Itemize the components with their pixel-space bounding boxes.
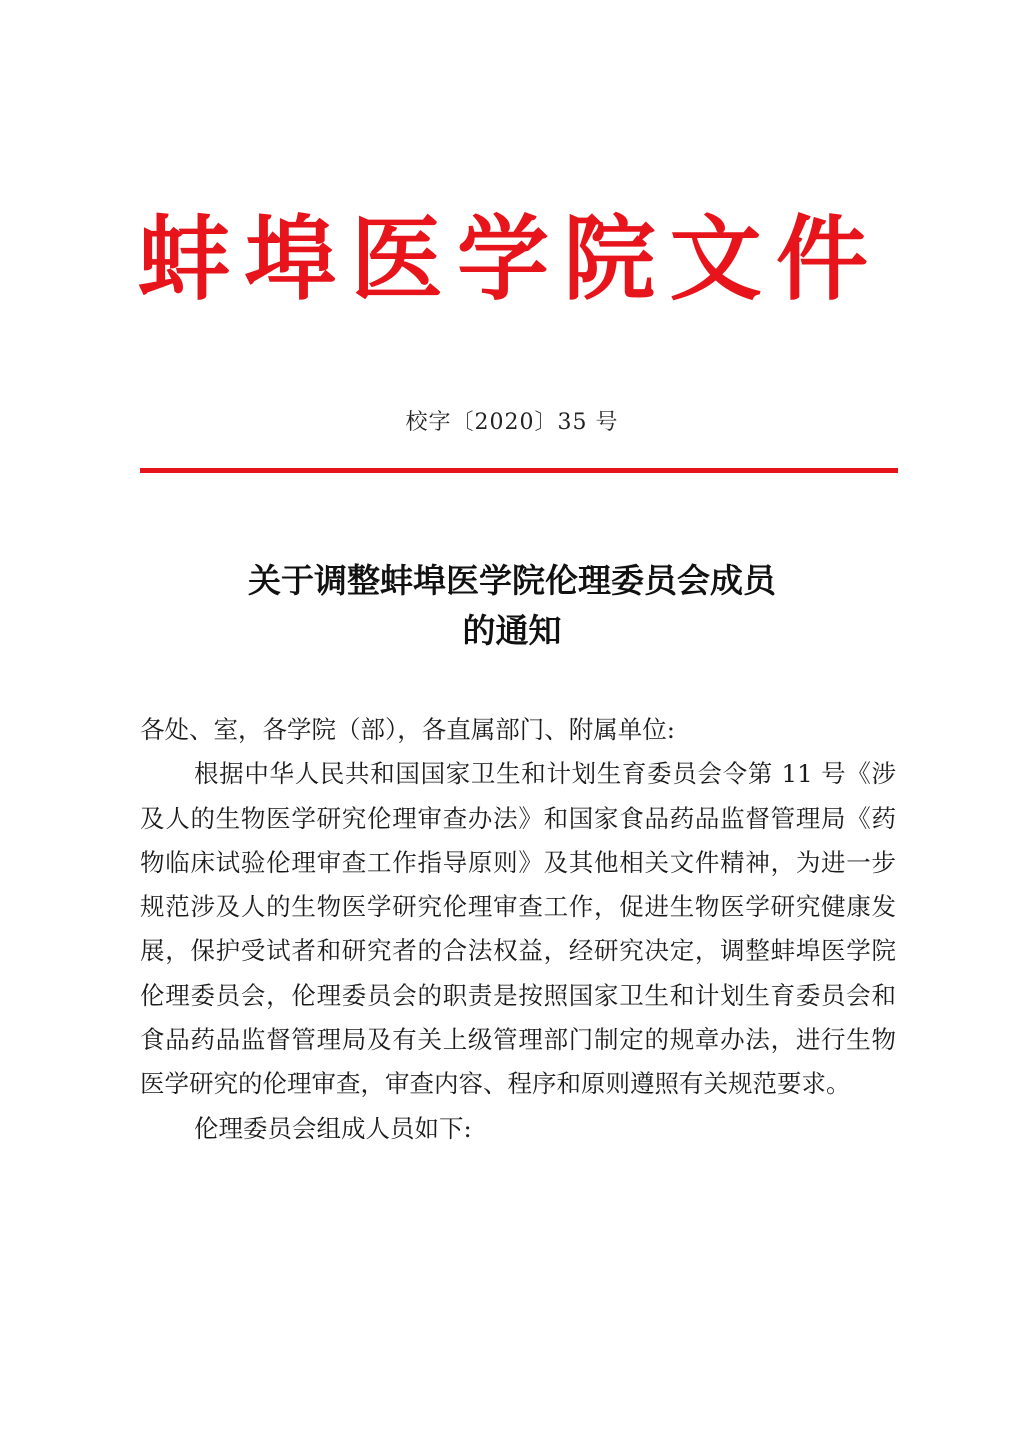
masthead-char: 学 <box>456 206 549 313</box>
notice-title-line-1: 关于调整蚌埠医学院伦理委员会成员 <box>248 561 776 600</box>
body-paragraph-2: 伦理委员会组成人员如下: <box>194 1113 472 1143</box>
body-paragraph-1: 根据中华人民共和国国家卫生和计划生育委员会令第 11 号《涉及人的生物医学研究伦理审查办法》和国家食品药品监督管理局《药物临床试验伦理审查工作指导原则》及其他相关文件精神，为进一步规范涉及人的生物医学研究伦理审查工作，促进生物医学研究健康发展，保护受试者和研究者的合法权益，经研究决定，调整蚌埠医学院伦理委员会，伦理委员会的职责是按照国家卫生和计划生育委员会和食品药品监督管理局及有关上级管理部门制定的规章办法，进行生物医学研究的伦理审查，审查内容、程序和原则遵照有关规范要求。 <box>140 759 896 1099</box>
document-number: 校字〔2020〕35 号 <box>405 410 619 435</box>
salutation: 各处、室，各学院（部），各直属部门、附属单位: <box>140 715 676 744</box>
notice-title-line-2: 的通知 <box>462 611 562 650</box>
masthead-char: 件 <box>775 206 868 313</box>
masthead-title <box>138 205 868 315</box>
masthead-char: 蚌 <box>138 206 231 313</box>
masthead-char: 医 <box>350 206 443 313</box>
masthead-char: 埠 <box>244 206 337 313</box>
red-divider-rule <box>140 468 898 473</box>
notice-body <box>140 708 896 1151</box>
notice-title <box>0 556 1024 656</box>
masthead-char: 文 <box>669 206 762 313</box>
masthead-char: 院 <box>563 206 656 313</box>
